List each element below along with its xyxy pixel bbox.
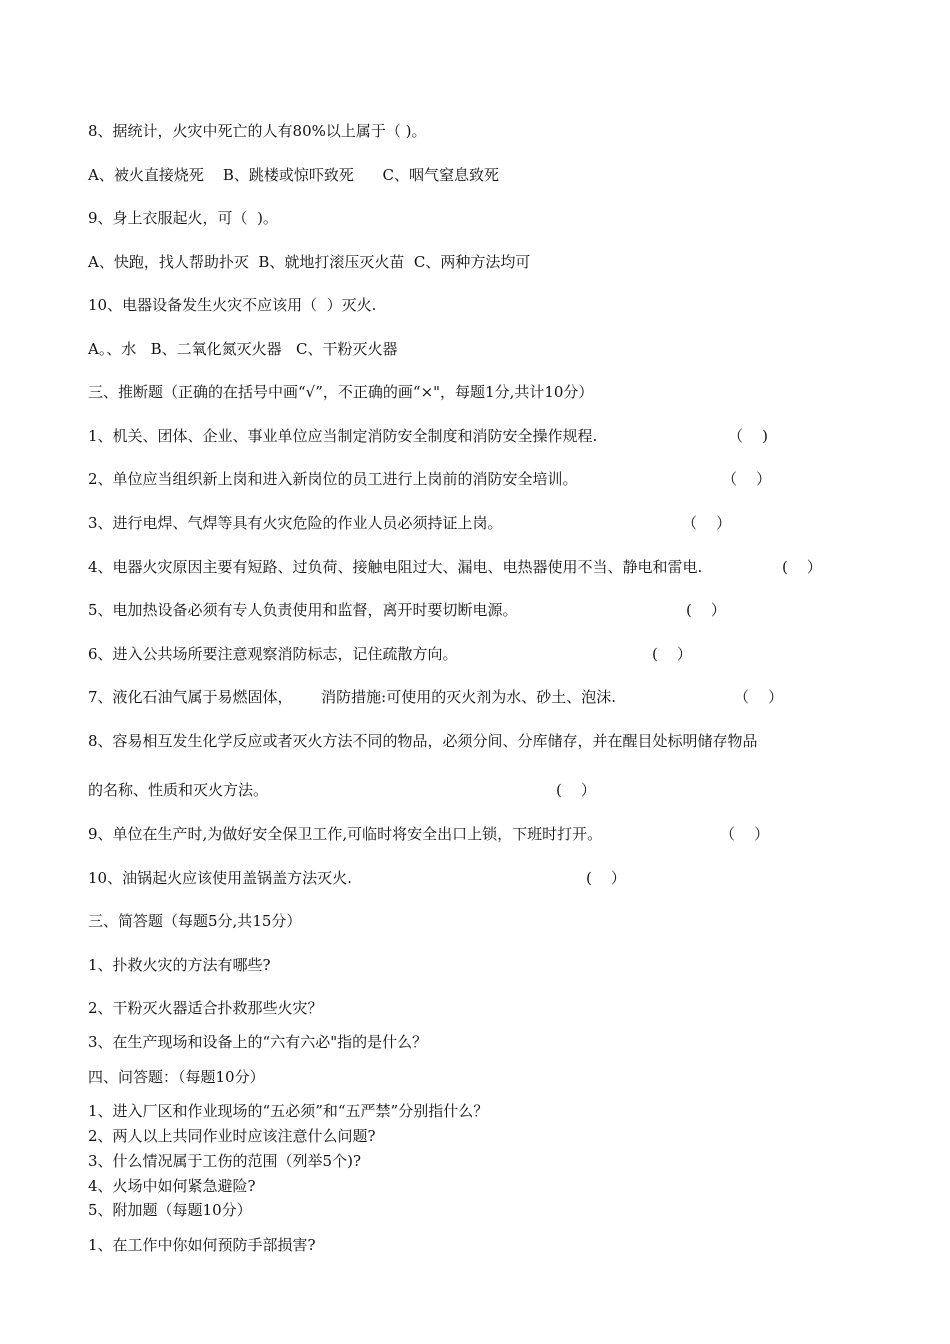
qa-item-2: 2、两人以上共同作业时应该注意什么问题? [88,1127,376,1145]
judge-answer-10: ( ） [586,869,626,887]
judge-item-1: 1、机关、团体、企业、事业单位应当制定消防安全制度和消防安全操作规程. [88,427,598,445]
judge-answer-8: ( ） [556,781,596,799]
judge-item-3: 3、进行电焊、气焊等具有火灾危险的作业人员必须持证上岗。 [88,514,503,532]
qa-item-1: 1、进入厂区和作业现场的“五必须”和“五严禁”分别指什么？ [88,1102,489,1120]
judge-answer-2: （ ） [722,470,772,488]
short-item-3: 3、在生产现场和设备上的“六有六必"指的是什么？ [88,1033,428,1051]
judge-item-8: 8、容易相互发生化学反应或者灭火方法不同的物品，必须分间、分库储存，并在醒目处标明储存物品 [88,732,758,750]
qa-heading: 四、问答题：（每题10分） [88,1068,265,1086]
judge-item-4: 4、电器火灾原因主要有短路、过负荷、接触电阻过大、漏电、电热器使用不当、静电和雷电. [88,558,703,576]
judge-item-9: 9、单位在生产时,为做好安全保卫工作,可临时将安全出口上锁，下班时打开。 [88,825,603,843]
judge-heading: 三、推断题（正确的在括号中画“√”，不正确的画“×"，每题1分,共计10分） [88,383,594,401]
judge-item-6: 6、进入公共场所要注意观察消防标志，记住疏散方向。 [88,645,458,663]
judge-item-8-cont: 的名称、性质和灭火方法。 [88,781,269,799]
mc-question-9: 9、身上衣服起火，可（ )。 [88,209,278,227]
judge-answer-9: （ ） [720,825,770,843]
extra-question-1: 1、在工作中你如何预防手部损害? [88,1236,316,1254]
judge-answer-7: （ ） [734,688,784,706]
judge-answer-3: （ ） [682,514,732,532]
mc-options-9: A、快跑，找人帮助扑灭 B、就地打滚压灭火苗 C、两种方法均可 [88,253,531,271]
mc-question-10: 10、电器设备发生火灾不应该用（ ）灭火. [88,296,377,314]
judge-item-2: 2、单位应当组织新上岗和进入新岗位的员工进行上岗前的消防安全培训。 [88,470,578,488]
short-item-2: 2、干粉灭火器适合扑救那些火灾？ [88,999,323,1017]
qa-item-5: 5、附加题（每题10分） [88,1201,252,1219]
short-item-1: 1、扑救火灾的方法有哪些? [88,956,271,974]
qa-item-3: 3、什么情况属于工伤的范围（列举5个)? [88,1152,361,1170]
mc-question-8: 8、据统计，火灾中死亡的人有80%以上属于（ )。 [88,122,427,140]
judge-item-10: 10、油锅起火应该使用盖锅盖方法灭火. [88,869,352,887]
judge-answer-6: ( ） [652,645,692,663]
judge-answer-4: ( ） [782,558,822,576]
mc-options-8: A、被火直接烧死 B、跳楼或惊吓致死 C、咽气窒息致死 [88,166,500,184]
qa-item-4: 4、火场中如何紧急避险? [88,1177,256,1195]
judge-answer-5: ( ） [686,601,726,619]
short-heading: 三、简答题（每题5分,共15分） [88,912,302,930]
judge-answer-1: （ ) [728,427,768,445]
judge-item-7: 7、液化石油气属于易燃固体， 消防措施:可使用的灭火剂为水、砂土、泡沫. [88,688,616,706]
mc-options-10: A。、水 B、二氧化氮灭火器 C、干粉灭火器 [88,340,398,358]
judge-item-5: 5、电加热设备必须有专人负责使用和监督，离开时要切断电源。 [88,601,518,619]
